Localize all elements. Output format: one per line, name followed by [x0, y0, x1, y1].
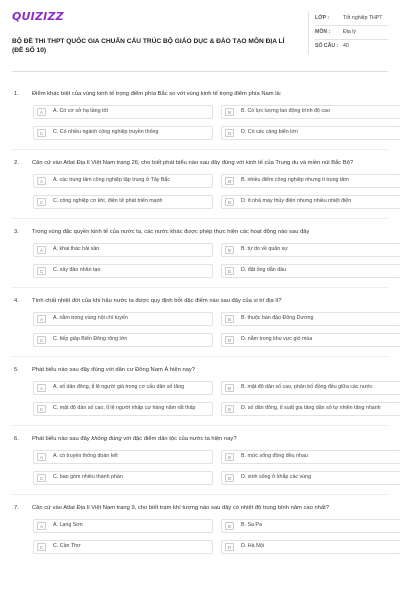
option-letter: A: [37, 177, 46, 185]
option-grid: [12, 243, 388, 278]
option-d[interactable]: [221, 264, 400, 278]
option-text: A. có truyền thống đoàn kết: [53, 453, 118, 459]
question-head: [12, 504, 388, 512]
divider: [12, 494, 388, 495]
option-text: B. Có lực lượng lao động trình độ cao: [241, 108, 330, 114]
meta-key: MÔN :: [315, 29, 331, 35]
quizizz-logo: QUIZIZZ: [12, 10, 64, 23]
question-2: [12, 159, 388, 209]
option-c[interactable]: [33, 264, 213, 278]
option-letter: C: [37, 405, 46, 413]
worksheet-header: [12, 10, 388, 72]
question-1: [12, 90, 388, 140]
meta-value: 40: [343, 43, 349, 49]
meta-row-class: [315, 12, 388, 26]
option-d[interactable]: [221, 195, 400, 209]
option-text: D. Hà Nội: [241, 543, 264, 549]
question-text-after: với đặc điểm dân tộc của nước ta hiện nay?: [121, 436, 237, 442]
option-letter: A: [37, 246, 46, 254]
option-text: B. thuộc bán đảo Đông Dương: [241, 315, 314, 321]
option-text: B. mức sống đồng đều nhau: [241, 453, 308, 459]
option-letter: B: [225, 108, 234, 116]
option-text: A. khai thác hải sản: [53, 246, 100, 252]
question-head: [12, 366, 388, 374]
option-letter: C: [37, 267, 46, 275]
option-letter: B: [225, 522, 234, 530]
option-b[interactable]: [221, 381, 400, 395]
option-letter: A: [37, 108, 46, 116]
question-text: [32, 435, 388, 443]
option-a[interactable]: [33, 312, 213, 326]
option-letter: B: [225, 246, 234, 254]
question-3: [12, 228, 388, 278]
option-c[interactable]: [33, 126, 213, 140]
option-grid: [12, 450, 388, 485]
option-text: D. Có các cảng biển lớn: [241, 129, 298, 135]
option-grid: [12, 519, 388, 554]
option-d[interactable]: [221, 333, 400, 347]
option-text: A. số dân đông, tỉ lệ người già trong cơ cấu dân số tăng: [53, 384, 185, 390]
option-letter: D: [225, 336, 234, 344]
exam-meta: [308, 12, 388, 54]
option-text: C. Cần Thơ: [53, 543, 81, 549]
question-number: 6.: [14, 436, 19, 442]
option-text: D. sinh sống ở khắp các vùng: [241, 474, 312, 480]
question-number: 3.: [14, 229, 19, 235]
option-letter: B: [225, 177, 234, 185]
option-letter: D: [225, 474, 234, 482]
option-letter: D: [225, 267, 234, 275]
question-6: [12, 435, 388, 485]
option-letter: A: [37, 315, 46, 323]
question-number: 2.: [14, 160, 19, 166]
option-b[interactable]: [221, 105, 400, 119]
option-letter: D: [225, 198, 234, 206]
option-a[interactable]: [33, 381, 213, 395]
option-text: A. Có cơ sở hạ tầng tốt: [53, 108, 108, 114]
option-letter: D: [225, 543, 234, 551]
option-text: D. đặt ống dẫn dầu: [241, 267, 287, 273]
option-b[interactable]: [221, 174, 400, 188]
question-7: [12, 504, 388, 554]
question-number: 7.: [14, 505, 19, 511]
divider: [12, 218, 388, 219]
option-text: B. tự do về quân sự: [241, 246, 288, 252]
option-letter: C: [37, 198, 46, 206]
question-number: 5.: [14, 367, 19, 373]
option-letter: A: [37, 384, 46, 392]
option-text: C. mật độ dân số cao, tỉ lệ người nhập cư hàng năm rất thấp: [53, 405, 196, 411]
question-list: [12, 72, 388, 554]
question-text: Điểm khác biệt của vùng kinh tế trọng điểm phía Bắc so với vùng kinh tế trọng điểm phía Nam là:: [32, 91, 282, 97]
question-text-before: Phát biểu nào sau đây: [32, 436, 92, 442]
meta-key: SỐ CÂU :: [315, 43, 339, 49]
option-text: B. Sa Pa: [241, 522, 262, 528]
question-text: Trong vùng đặc quyền kinh tế của nước ta, các nước khác được phép thực hiện các hoạt động nào sau đây: [32, 229, 310, 235]
question-text-emphasis: không đúng: [91, 436, 122, 442]
option-c[interactable]: [33, 471, 213, 485]
option-letter: B: [225, 384, 234, 392]
option-letter: C: [37, 336, 46, 344]
option-grid: [12, 105, 388, 140]
option-letter: D: [225, 405, 234, 413]
exam-title: BỘ ĐỀ THI THPT QUỐC GIA CHUẨN CẤU TRÚC BỘ GIÁO DỤC & ĐÀO TẠO MÔN ĐỊA LÍ (ĐỀ SỐ 10): [12, 38, 285, 54]
divider: [12, 287, 388, 288]
option-text: A. Lạng Sơn: [53, 522, 83, 528]
question-number: 1.: [14, 91, 19, 97]
option-letter: B: [225, 453, 234, 461]
question-5: [12, 366, 388, 416]
option-letter: C: [37, 474, 46, 482]
divider: [12, 356, 388, 357]
question-head: [12, 435, 388, 443]
option-text: C. công nghiệp cơ khí, điện tử phát triển mạnh: [53, 198, 163, 204]
meta-value: Địa lý: [343, 29, 356, 35]
question-head: [12, 228, 388, 236]
meta-value: Tốt nghiệp THPT: [343, 15, 383, 21]
option-b[interactable]: [221, 519, 400, 533]
option-text: C. Có nhiều ngành công nghiệp truyền thống: [53, 129, 159, 135]
option-a[interactable]: [33, 243, 213, 257]
option-a[interactable]: [33, 174, 213, 188]
option-text: D. số dân đông, tỉ suất gia tăng dân số tự nhiên tăng nhanh: [241, 405, 381, 411]
option-text: C. xây đảo nhân tạo: [53, 267, 101, 273]
question-text: Căn cứ vào Atlat Địa lí Việt Nam trang 26, cho biết phát biểu nào sau đây đúng với kinh tế của Trung du và miền núi Bắc Bộ?: [32, 160, 354, 166]
option-grid: [12, 174, 388, 209]
question-number: 4.: [14, 298, 19, 304]
option-text: C. tiếp giáp Biển Đông rộng lớn: [53, 336, 128, 342]
option-letter: C: [37, 129, 46, 137]
question-text: Tính chất nhiệt đới của khí hậu nước ta được quy định bởi đặc điểm nào sau đây của vị trí địa lí?: [32, 298, 282, 304]
option-d[interactable]: [221, 126, 400, 140]
option-a[interactable]: [33, 519, 213, 533]
option-b[interactable]: [221, 312, 400, 326]
meta-key: LỚP :: [315, 15, 330, 21]
question-4: [12, 297, 388, 347]
option-text: A. các trung tâm công nghiệp tập trung ở Tây Bắc: [53, 177, 171, 183]
option-letter: C: [37, 543, 46, 551]
option-a[interactable]: [33, 105, 213, 119]
option-letter: B: [225, 315, 234, 323]
meta-row-count: [315, 40, 388, 54]
option-letter: A: [37, 453, 46, 461]
option-c[interactable]: [33, 333, 213, 347]
option-d[interactable]: [221, 471, 400, 485]
question-text: Phát biểu nào sau đây đúng với dân cư Đông Nam Á hiện nay?: [32, 367, 196, 373]
question-text: Căn cứ vào Atlat Địa lí Việt Nam trang 9, cho biết trạm khí tượng nào sau đây có nhiệt độ trung bình năm cao nhất?: [32, 505, 329, 511]
option-text: D. nằm trong khu vực gió mùa: [241, 336, 313, 342]
option-grid: [12, 312, 388, 347]
option-c[interactable]: [33, 195, 213, 209]
option-b[interactable]: [221, 450, 400, 464]
question-head: [12, 297, 388, 305]
question-head: [12, 90, 388, 98]
option-c[interactable]: [33, 402, 213, 416]
divider: [12, 149, 388, 150]
option-text: B. nhiều điểm công nghiệp nhưng ít trung tâm: [241, 177, 349, 183]
option-b[interactable]: [221, 243, 400, 257]
option-letter: A: [37, 522, 46, 530]
option-letter: D: [225, 129, 234, 137]
option-text: C. bao gồm nhiều thành phần: [53, 474, 123, 480]
option-text: A. nằm trong vùng nội chí tuyến: [53, 315, 128, 321]
option-d[interactable]: [221, 402, 400, 416]
option-text: D. ít nhà máy thủy điện nhưng nhiều nhiệt điện: [241, 198, 352, 204]
option-grid: [12, 381, 388, 416]
option-text: B. mật độ dân số cao, phân bố đồng đều giữa các nước: [241, 384, 373, 390]
meta-row-subject: [315, 26, 388, 40]
option-c[interactable]: [33, 540, 213, 554]
option-a[interactable]: [33, 450, 213, 464]
divider: [12, 425, 388, 426]
question-head: [12, 159, 388, 167]
option-d[interactable]: [221, 540, 400, 554]
header-left: [12, 10, 292, 55]
